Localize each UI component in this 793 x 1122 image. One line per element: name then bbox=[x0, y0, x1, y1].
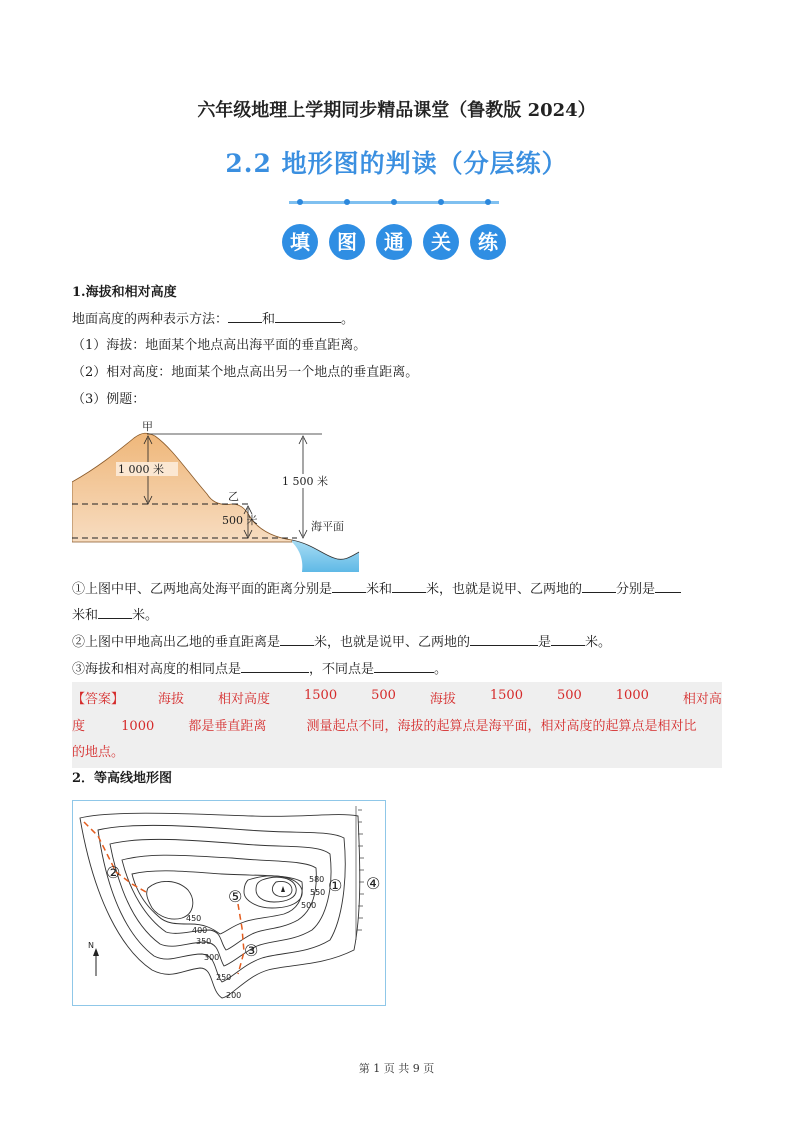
page-footer: 第 1 页 共 9 页 bbox=[358, 1062, 435, 1075]
sea-shape bbox=[292, 540, 359, 572]
q1-text-a: ①上图中甲、乙两地高处海平面的距离分别是 bbox=[72, 582, 333, 597]
label-yi: 乙 bbox=[228, 490, 239, 503]
connector-dot bbox=[391, 199, 397, 205]
answer-value: 1000 bbox=[615, 688, 649, 703]
answer-row-2 bbox=[72, 715, 697, 734]
connector-dot bbox=[344, 199, 350, 205]
item-example: （3）例题： bbox=[72, 392, 146, 407]
q1-text-d: 分别是 bbox=[616, 582, 656, 597]
answer-value: 海拔 bbox=[158, 692, 185, 707]
blank bbox=[241, 660, 309, 673]
connector-dot bbox=[485, 199, 491, 205]
q2-text-a: ②上图中甲地高出乙地的垂直距离是 bbox=[72, 635, 281, 650]
badge-guan: 关 bbox=[423, 224, 459, 260]
contour-label-580: 580 bbox=[309, 875, 325, 884]
elevation-cross-section-figure bbox=[72, 416, 362, 572]
q3-text-b: ，不同点是 bbox=[309, 662, 375, 677]
question-2 bbox=[72, 633, 611, 652]
answer-value: 1500 bbox=[489, 688, 523, 703]
blank bbox=[551, 633, 585, 646]
answer-value: 海拔 bbox=[429, 692, 456, 707]
answer-value: 1500 bbox=[304, 688, 338, 703]
marker-2: ② bbox=[106, 863, 121, 882]
line1-text-b: 和 bbox=[262, 312, 276, 327]
answer-label: 【答案】 bbox=[72, 692, 125, 707]
badge-tong: 通 bbox=[376, 224, 412, 260]
contour-label-350: 350 bbox=[196, 937, 212, 946]
item-altitude: （1）海拔：地面某个地点高出海平面的垂直距离。 bbox=[72, 338, 367, 353]
marker-1: ① bbox=[328, 876, 343, 895]
q2-text-b: 米，也就是说甲、乙两地的 bbox=[314, 635, 471, 650]
blank bbox=[470, 633, 538, 646]
q2-text-d: 米。 bbox=[585, 635, 612, 650]
contour-label-250: 250 bbox=[216, 973, 232, 982]
label-500: 500 米 bbox=[222, 514, 258, 527]
line1-text-c: 。 bbox=[341, 312, 355, 327]
blank bbox=[280, 633, 314, 646]
section1-heading: 1.海拔和相对高度 bbox=[72, 285, 177, 300]
item-relative-height: （2）相对高度：地面某个地点高出另一个地点的垂直距离。 bbox=[72, 365, 419, 380]
contour-label-450: 450 bbox=[186, 914, 202, 923]
answer-value: 500 bbox=[371, 688, 396, 703]
contour-label-300: 300 bbox=[204, 953, 220, 962]
badge-tian: 填 bbox=[282, 224, 318, 260]
contour-label-400: 400 bbox=[192, 926, 208, 935]
blank bbox=[332, 580, 366, 593]
q1-text-c: 米，也就是说甲、乙两地的 bbox=[426, 582, 583, 597]
blank bbox=[655, 580, 681, 593]
q3-text-a: ③海拔和相对高度的相同点是 bbox=[72, 662, 242, 677]
connector-dot bbox=[438, 199, 444, 205]
q1-text-b: 米和 bbox=[366, 582, 393, 597]
answer-value: 500 bbox=[556, 688, 582, 703]
marker-5: ⑤ bbox=[228, 887, 243, 906]
label-1000: 1 000 米 bbox=[118, 463, 164, 476]
marker-3: ③ bbox=[244, 941, 259, 960]
answer-value: 测量起点不同，海拔的起算点是海平面，相对高度的起算点是相对比 bbox=[306, 719, 697, 734]
question-1-line2 bbox=[72, 606, 158, 625]
answer-value: 1000 bbox=[121, 719, 155, 734]
question-3 bbox=[72, 660, 447, 679]
blank bbox=[582, 580, 616, 593]
answer-row-3: 的地点。 bbox=[72, 745, 125, 760]
contour-label-550: 550 bbox=[310, 888, 326, 897]
blank bbox=[98, 606, 132, 619]
question-1-line1 bbox=[72, 580, 681, 599]
answer-value: 都是垂直距离 bbox=[188, 719, 267, 734]
blank bbox=[374, 660, 434, 673]
answer-value: 相对高度 bbox=[218, 692, 271, 707]
label-1500: 1 500 米 bbox=[282, 475, 328, 488]
q2-text-c: 是 bbox=[538, 635, 552, 650]
document-subtitle: 六年级地理上学期同步精品课堂（鲁教版 2024） bbox=[197, 100, 596, 121]
section2-heading: 2．等高线地形图 bbox=[72, 771, 173, 786]
marker-4: ④ bbox=[366, 874, 381, 893]
contour-map-figure bbox=[72, 800, 386, 1006]
section1-line1 bbox=[72, 310, 354, 329]
blank bbox=[228, 310, 262, 323]
line1-text-a: 地面高度的两种表示方法： bbox=[72, 312, 229, 327]
q3-text-c: 。 bbox=[434, 662, 448, 677]
north-label: N bbox=[88, 941, 94, 950]
badge-lian: 练 bbox=[470, 224, 506, 260]
blank bbox=[275, 310, 341, 323]
document-title: 2.2 地形图的判读（分层练） bbox=[225, 149, 568, 178]
q1-text-e: 米和 bbox=[72, 608, 99, 623]
label-jia: 甲 bbox=[142, 420, 153, 433]
badge-tu: 图 bbox=[329, 224, 365, 260]
answer-value: 相对高 bbox=[682, 692, 722, 707]
label-sea-level: 海平面 bbox=[311, 520, 344, 533]
blank bbox=[392, 580, 426, 593]
answer-value: 度 bbox=[72, 719, 86, 734]
contour-label-200: 200 bbox=[226, 991, 242, 1000]
answer-row-1 bbox=[72, 688, 722, 707]
connector-dot bbox=[297, 199, 303, 205]
hill-shape bbox=[72, 433, 292, 542]
q1-text-f: 米。 bbox=[132, 608, 159, 623]
contour-label-500: 500 bbox=[301, 901, 317, 910]
